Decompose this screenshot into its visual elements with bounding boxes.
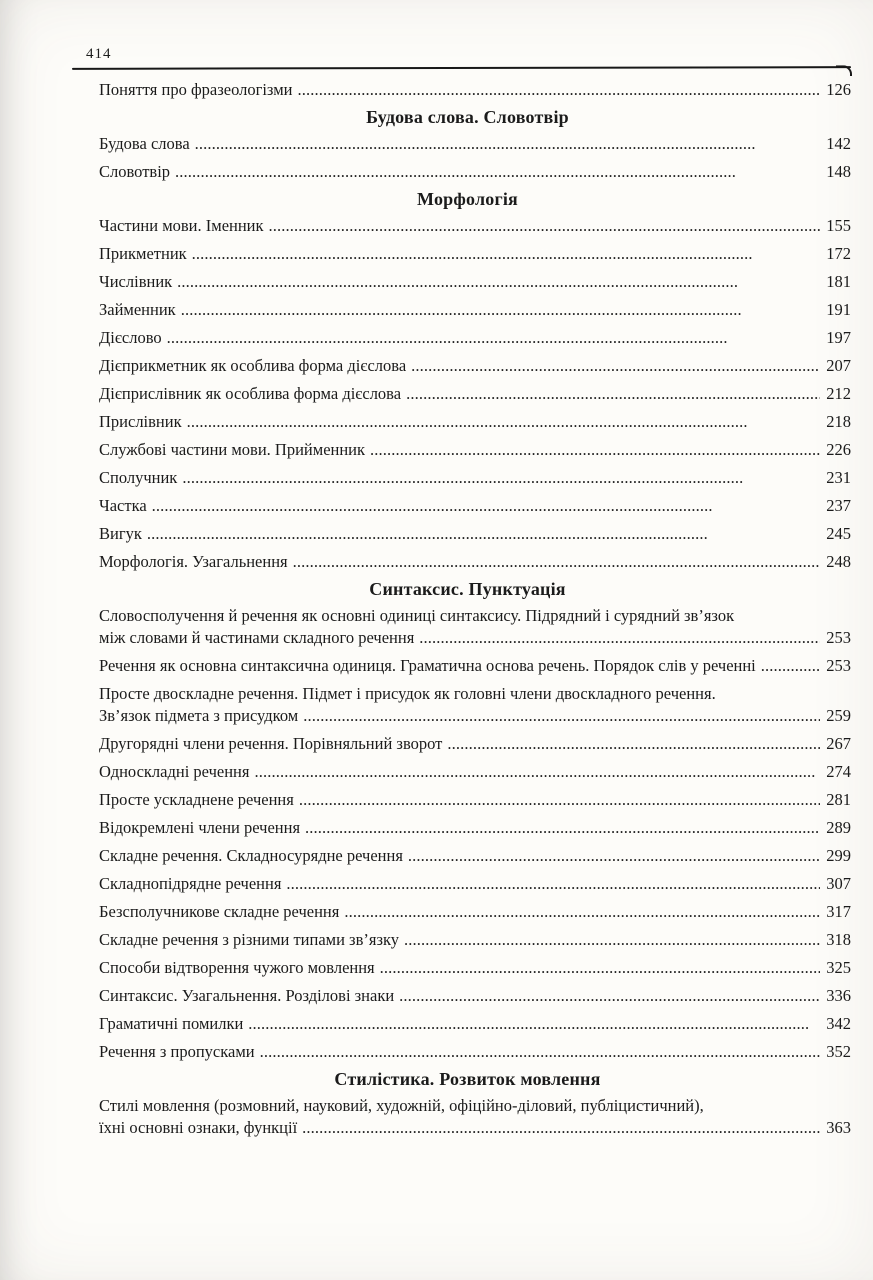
dot-leader xyxy=(192,243,820,265)
toc-entry-page: 342 xyxy=(826,1014,851,1033)
toc-entry-lastline xyxy=(99,627,851,649)
toc-entry-title: Службові частини мови. Прийменник xyxy=(99,440,366,459)
toc-entry-page: 148 xyxy=(826,162,851,181)
dot-leader xyxy=(195,133,820,155)
dot-leader xyxy=(299,789,820,811)
dot-leader xyxy=(370,439,820,461)
toc-entry xyxy=(99,733,851,755)
toc-entry xyxy=(99,161,851,183)
toc-entry-lastline xyxy=(99,327,851,349)
toc-entry-page: 289 xyxy=(826,818,851,837)
toc-entry-page: 248 xyxy=(826,552,851,571)
dot-leader xyxy=(298,79,821,101)
dot-leader xyxy=(167,327,820,349)
dot-leader xyxy=(406,383,820,405)
toc-entry-title: Числівник xyxy=(99,272,173,291)
section-heading: Синтаксис. Пунктуація xyxy=(369,579,566,599)
toc-entry-lastline xyxy=(99,901,851,923)
dot-leader xyxy=(761,655,820,677)
toc-entry-lastline xyxy=(99,133,851,155)
toc-entry-firstlines xyxy=(99,683,851,705)
toc-entry-page: 155 xyxy=(826,216,851,235)
toc-entry-title: Дієприслівник як особлива форма дієслова xyxy=(99,384,402,403)
dot-leader xyxy=(260,1041,820,1063)
toc-entry-title: Прислівник xyxy=(99,412,182,431)
toc-entry-lastline xyxy=(99,79,851,101)
toc-entry-page: 226 xyxy=(826,440,851,459)
toc-entry-page: 267 xyxy=(826,734,851,753)
toc-entry-title: Односкладні речення xyxy=(99,762,250,781)
toc-entry xyxy=(99,957,851,979)
toc-entry-lastline xyxy=(99,383,851,405)
dot-leader xyxy=(344,901,820,923)
dot-leader xyxy=(380,957,820,979)
toc-entry xyxy=(99,411,851,433)
toc-entry-lastline xyxy=(99,299,851,321)
dot-leader xyxy=(175,161,820,183)
toc-entry-lastline xyxy=(99,551,851,573)
toc-entry-title: між словами й частинами складного речення xyxy=(99,628,415,647)
dot-leader xyxy=(447,733,820,755)
toc-entry xyxy=(99,985,851,1007)
toc-entry-lastline xyxy=(99,161,851,183)
toc-entry-page: 212 xyxy=(826,384,851,403)
toc-entry-lastline xyxy=(99,655,851,677)
toc-entry-page: 142 xyxy=(826,134,851,153)
section-heading: Стилістика. Розвиток мовлення xyxy=(334,1069,601,1089)
toc-entry-lastline xyxy=(99,985,851,1007)
dot-leader xyxy=(303,705,820,727)
toc-entry-title: Частка xyxy=(99,496,147,515)
toc-entry xyxy=(99,901,851,923)
toc-entry-page: 245 xyxy=(826,524,851,543)
toc-entry-page: 253 xyxy=(826,656,851,675)
toc-entry-title: Другорядні члени речення. Порівняльний зворот xyxy=(99,734,443,753)
toc-entry-title: Речення з пропусками xyxy=(99,1042,255,1061)
dot-leader xyxy=(254,761,820,783)
toc-entry xyxy=(99,243,851,265)
toc-entry-lastline xyxy=(99,495,851,517)
toc-entry-lastline xyxy=(99,215,851,237)
page-header xyxy=(84,46,851,69)
toc-entry-lastline xyxy=(99,929,851,951)
dot-leader xyxy=(181,299,820,321)
toc-entry-lastline xyxy=(99,271,851,293)
toc-entry-title: Складне речення. Складносурядне речення xyxy=(99,846,403,865)
toc-entry-line: Стилі мовлення (розмовний, науковий, художній, офіційно-діловий, публіцистичний), xyxy=(99,1096,704,1115)
toc-entry-title: Частини мови. Іменник xyxy=(99,216,264,235)
toc-entry-line: Просте двоскладне речення. Підмет і присудок як головні члени двоскладного речення. xyxy=(99,684,716,703)
toc-entry-page: 172 xyxy=(826,244,851,263)
toc-entry xyxy=(99,383,851,405)
toc-entry-page: 218 xyxy=(826,412,851,431)
toc-entry-lastline xyxy=(99,355,851,377)
toc-entry-lastline xyxy=(99,243,851,265)
toc-entry xyxy=(99,299,851,321)
toc-entry-lastline xyxy=(99,439,851,461)
toc-entry-title: Складнопідрядне речення xyxy=(99,874,282,893)
toc-entry-title: Вигук xyxy=(99,524,142,543)
toc-entry xyxy=(99,79,851,101)
toc-entry-title: Просте ускладнене речення xyxy=(99,790,294,809)
toc-entry-page: 299 xyxy=(826,846,851,865)
toc-entry-lastline xyxy=(99,705,851,727)
toc-entry xyxy=(99,271,851,293)
dot-leader xyxy=(305,817,820,839)
toc-entry-lastline xyxy=(99,411,851,433)
toc-entry-page: 325 xyxy=(826,958,851,977)
toc-entry-lastline xyxy=(99,873,851,895)
toc-entry-lastline xyxy=(99,467,851,489)
toc-entry xyxy=(99,327,851,349)
toc-entry-lastline xyxy=(99,789,851,811)
toc-entry-title: Будова слова xyxy=(99,134,190,153)
toc-entry-title: Складне речення з різними типами зв’язку xyxy=(99,930,399,949)
toc-entry xyxy=(99,605,851,649)
toc-entry-lastline xyxy=(99,957,851,979)
toc-entry-page: 352 xyxy=(826,1042,851,1061)
toc-list xyxy=(84,79,851,1139)
dot-leader xyxy=(408,845,820,867)
toc-entry-page: 363 xyxy=(826,1118,851,1137)
dot-leader xyxy=(302,1117,820,1139)
toc-entry-page: 237 xyxy=(826,496,851,515)
dot-leader xyxy=(404,929,820,951)
toc-entry-lastline xyxy=(99,817,851,839)
toc-entry-page: 191 xyxy=(826,300,851,319)
toc-entry xyxy=(99,761,851,783)
dot-leader xyxy=(419,627,820,649)
toc-entry-title: Поняття про фразеологізми xyxy=(99,80,293,99)
toc-entry xyxy=(99,1041,851,1063)
toc-entry-page: 336 xyxy=(826,986,851,1005)
section-heading: Будова слова. Словотвір xyxy=(366,107,569,127)
toc-entry-title: Відокремлені члени речення xyxy=(99,818,301,837)
toc-entry-lastline xyxy=(99,1041,851,1063)
toc-entry-page: 126 xyxy=(826,80,851,99)
toc-entry xyxy=(99,467,851,489)
section-heading: Морфологія xyxy=(417,189,518,209)
toc-entry-title: Дієприкметник як особлива форма дієслова xyxy=(99,356,407,375)
dot-leader xyxy=(293,551,820,573)
toc-entry-title: Граматичні помилки xyxy=(99,1014,244,1033)
toc-entry-page: 307 xyxy=(826,874,851,893)
dot-leader xyxy=(152,495,820,517)
toc-entry-title: Прикметник xyxy=(99,244,187,263)
toc-entry-title: Зв’язок підмета з присудком xyxy=(99,706,299,725)
toc-entry xyxy=(99,655,851,677)
toc-entry xyxy=(99,355,851,377)
toc-entry xyxy=(99,133,851,155)
toc-entry-page: 259 xyxy=(826,706,851,725)
toc-entry-page: 197 xyxy=(826,328,851,347)
toc-entry-title: Морфологія. Узагальнення xyxy=(99,552,288,571)
dot-leader xyxy=(269,215,820,237)
toc-entry-page: 207 xyxy=(826,356,851,375)
toc-entry-page: 274 xyxy=(826,762,851,781)
toc-entry xyxy=(99,523,851,545)
dot-leader xyxy=(286,873,820,895)
toc-entry-lastline xyxy=(99,523,851,545)
toc-entry-page: 231 xyxy=(826,468,851,487)
toc-entry-title: Словотвір xyxy=(99,162,171,181)
toc-entry xyxy=(99,817,851,839)
dot-leader xyxy=(187,411,820,433)
page-number: 414 xyxy=(86,46,112,62)
toc-entry-page: 181 xyxy=(826,272,851,291)
toc-entry-title: Речення як основна синтаксична одиниця. Граматична основа речень. Порядок слів у реченні xyxy=(99,656,756,675)
dot-leader xyxy=(147,523,820,545)
toc-entry xyxy=(99,1013,851,1035)
toc-entry xyxy=(99,439,851,461)
dot-leader xyxy=(177,271,820,293)
toc-entry xyxy=(99,495,851,517)
dot-leader xyxy=(182,467,820,489)
toc-entry-title: їхні основні ознаки, функції xyxy=(99,1118,298,1137)
dot-leader xyxy=(399,985,820,1007)
toc-entry-title: Синтаксис. Узагальнення. Розділові знаки xyxy=(99,986,395,1005)
toc-entry-lastline xyxy=(99,733,851,755)
toc-entry-lastline xyxy=(99,1117,851,1139)
toc-entry-title: Дієслово xyxy=(99,328,162,347)
toc-entry xyxy=(99,845,851,867)
toc-entry xyxy=(99,215,851,237)
toc-entry-firstlines xyxy=(99,1095,851,1117)
header-rule xyxy=(72,66,851,70)
toc-entry-lastline xyxy=(99,845,851,867)
toc-entry xyxy=(99,929,851,951)
toc-entry-line: Словосполучення й речення як основні одиниці синтаксису. Підрядний і сурядний зв’язок xyxy=(99,606,735,625)
toc-entry xyxy=(99,789,851,811)
toc-entry-title: Займенник xyxy=(99,300,176,319)
toc-entry-title: Способи відтворення чужого мовлення xyxy=(99,958,375,977)
toc-entry-title: Сполучник xyxy=(99,468,178,487)
toc-entry-page: 318 xyxy=(826,930,851,949)
dot-leader xyxy=(411,355,820,377)
toc-entry-page: 317 xyxy=(826,902,851,921)
toc-entry-title: Безсполучникове складне речення xyxy=(99,902,340,921)
toc-entry xyxy=(99,683,851,727)
toc-entry-page: 281 xyxy=(826,790,851,809)
toc-entry-page: 253 xyxy=(826,628,851,647)
toc-entry-lastline xyxy=(99,761,851,783)
toc-entry xyxy=(99,873,851,895)
toc-entry-lastline xyxy=(99,1013,851,1035)
toc-entry-firstlines xyxy=(99,605,851,627)
dot-leader xyxy=(248,1013,820,1035)
toc-entry xyxy=(99,1095,851,1139)
toc-entry xyxy=(99,551,851,573)
